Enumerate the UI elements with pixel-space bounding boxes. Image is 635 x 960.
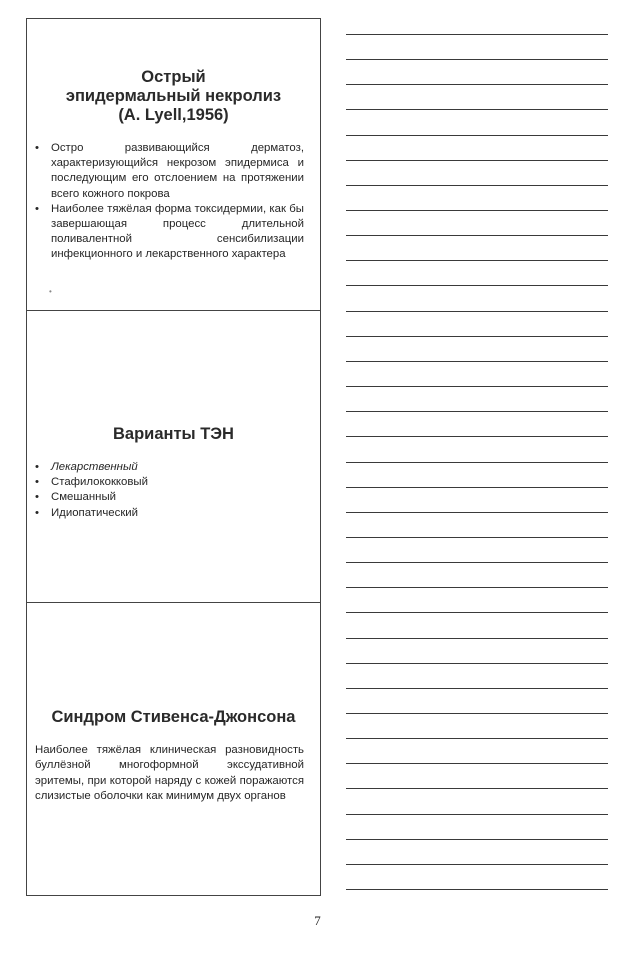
bullet-icon: •: [35, 476, 39, 489]
note-line: [346, 59, 608, 60]
list-item-text: Идиопатический: [51, 506, 139, 519]
note-line: [346, 864, 608, 865]
note-line: [346, 713, 608, 714]
note-line: [346, 612, 608, 613]
notes-lines: [346, 0, 608, 900]
note-line: [346, 537, 608, 538]
slide-title: Синдром Стивенса-Джонсона: [51, 708, 296, 726]
note-line: [346, 260, 608, 261]
note-line: [346, 185, 608, 186]
slide-ten-definition: [27, 19, 320, 311]
list-item: [35, 141, 304, 202]
note-line: [346, 889, 608, 890]
bullet-icon: •: [35, 491, 39, 504]
note-line: [346, 235, 608, 236]
page-number: 7: [314, 913, 321, 928]
list-item: [35, 506, 304, 521]
note-line: [346, 135, 608, 136]
note-line: [346, 638, 608, 639]
note-line: [346, 462, 608, 463]
bullet-icon: •: [35, 202, 39, 215]
bullet-list: [27, 141, 320, 263]
title-line: эпидермальный некролиз: [65, 87, 282, 105]
bullet-icon: •: [35, 506, 39, 519]
note-line: [346, 788, 608, 789]
bullet-list: [27, 460, 320, 521]
list-item-text: Смешанный: [51, 491, 116, 504]
list-item: [35, 475, 304, 490]
slide-ten-variants: [27, 311, 320, 603]
list-item-text: Лекарственный: [51, 461, 138, 473]
note-line: [346, 285, 608, 286]
bullet-icon: •: [35, 142, 39, 154]
slide-title: [27, 68, 320, 125]
note-line: [346, 34, 608, 35]
note-line: [346, 109, 608, 110]
note-line: [346, 487, 608, 488]
list-item-text: Остро развивающийся дерматоз, характеризующийся некрозом эпидермиса и последующим его отслоением на протяжении всего кожного покрова: [51, 142, 304, 200]
list-item: [35, 202, 304, 263]
list-item-text: Стафилококковый: [51, 476, 148, 489]
note-line: [346, 386, 608, 387]
note-line: [346, 411, 608, 412]
slide-title: Варианты ТЭН: [113, 425, 234, 443]
note-line: [346, 311, 608, 312]
note-line: [346, 84, 608, 85]
note-line: [346, 562, 608, 563]
slide-paragraph: Наиболее тяжёлая клиническая разновидность буллёзной многоформной экссудативной эритемы, при которой наряду с кожей поражаются слизистые оболочки как минимум двух органов: [35, 744, 304, 803]
note-line: [346, 336, 608, 337]
note-line: [346, 814, 608, 815]
note-line: [346, 361, 608, 362]
slides-column: [26, 18, 321, 896]
note-line: [346, 688, 608, 689]
bullet-icon: •: [35, 461, 39, 473]
note-line: [346, 436, 608, 437]
note-line: [346, 587, 608, 588]
note-line: [346, 663, 608, 664]
list-item: [35, 490, 304, 505]
note-line: [346, 512, 608, 513]
list-item-text: Наиболее тяжёлая форма токсидермии, как бы завершающая процесс длительной поливалентной сенсибилизации инфекционного и лекарственного характера: [51, 202, 304, 261]
note-line: [346, 210, 608, 211]
list-item: [35, 460, 304, 475]
note-line: [346, 763, 608, 764]
title-line: (A. Lyell,1956): [118, 106, 229, 124]
note-line: [346, 839, 608, 840]
stray-mark: •: [49, 287, 52, 296]
title-line: Острый: [141, 68, 206, 86]
slide-sjs: [27, 603, 320, 895]
note-line: [346, 738, 608, 739]
note-line: [346, 160, 608, 161]
